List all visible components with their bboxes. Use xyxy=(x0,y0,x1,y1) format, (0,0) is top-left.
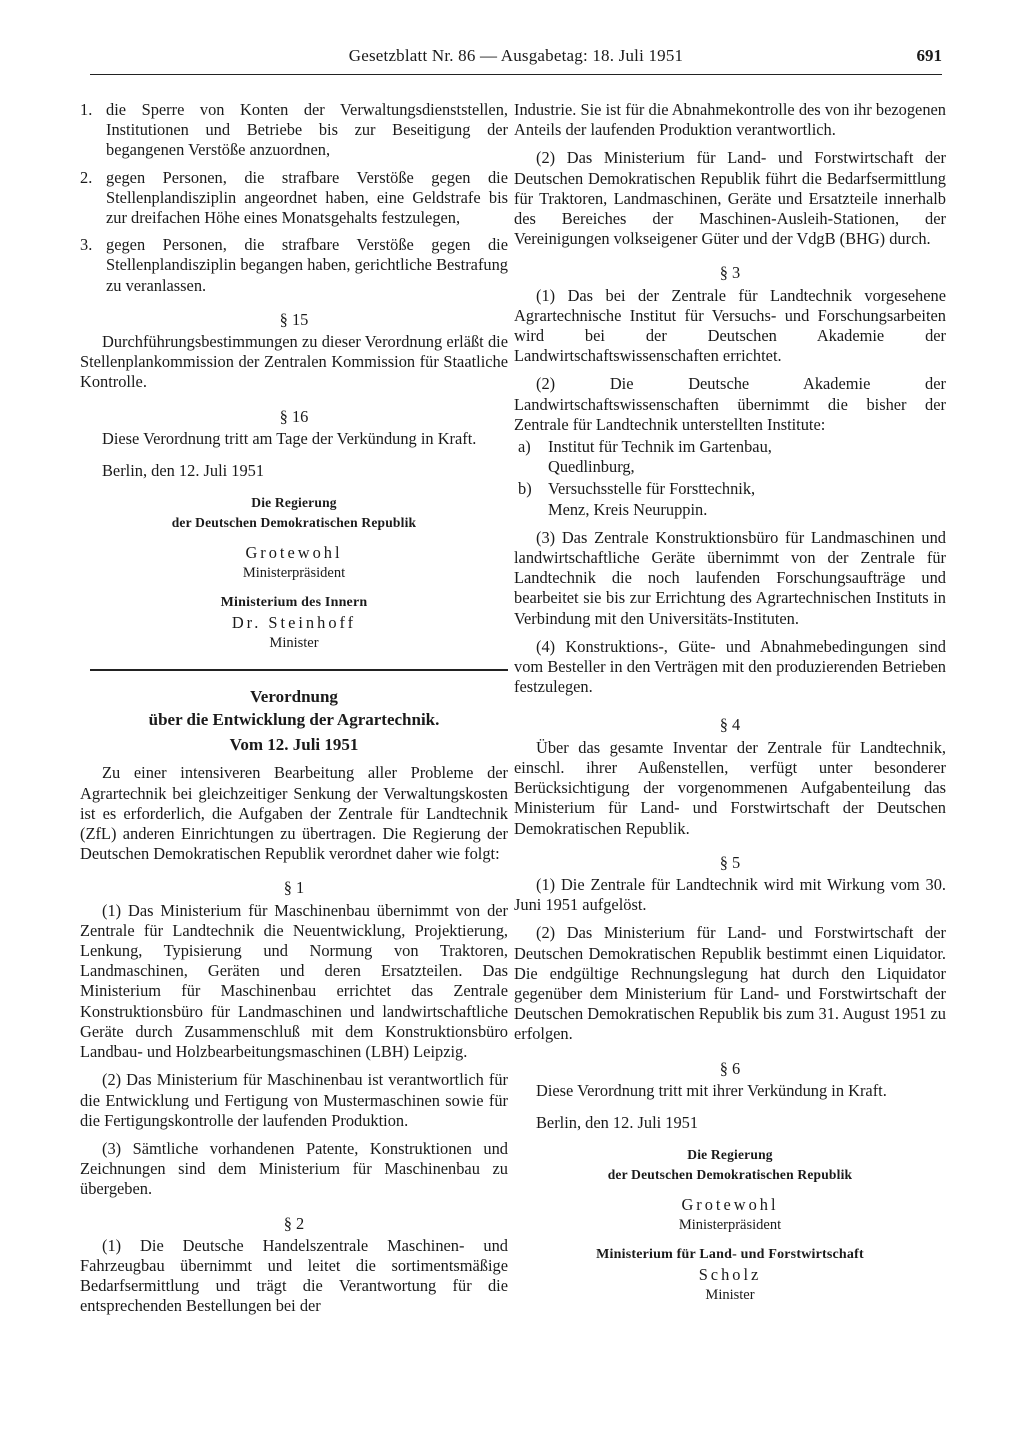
ministry-name: Ministerium des Innern xyxy=(220,595,368,611)
section-heading-2: § 2 xyxy=(283,1213,305,1233)
section-heading-1: § 1 xyxy=(283,878,305,898)
sub-text: Menz, Kreis Neuruppin. xyxy=(548,499,708,519)
ordinance-subtitle: über die Entwicklung der Agrartechnik. xyxy=(148,710,440,730)
sub-label: b) xyxy=(518,479,532,499)
signature-block xyxy=(80,493,508,653)
section-heading-4: § 4 xyxy=(719,715,741,735)
right-column xyxy=(514,100,946,1305)
list-text: die Sperre von Konten der Verwaltungsdienststellen, Institutionen und Betriebe bis zur Beseitigung der begangenen Verstöße anzuordnen, xyxy=(106,100,508,160)
paragraph: (3) Sämtliche vorhandenen Patente, Konstruktionen und Zeichnungen sind dem Ministerium für Maschinenbau zu übergeben. xyxy=(80,1138,508,1199)
list-item xyxy=(80,235,508,296)
signatory-name: Grotewohl xyxy=(245,543,343,563)
left-column xyxy=(80,100,508,1317)
list-item xyxy=(80,100,508,161)
signatory-role: Minister xyxy=(269,635,319,652)
signatory-role: Ministerpräsident xyxy=(678,1217,782,1234)
signatory-name: Scholz xyxy=(698,1265,762,1285)
paragraph: (2) Das Ministerium für Land- und Forstwirtschaft der Deutschen Demokratischen Republik bestimmt einen Liquidator. Die endgültige Rechnungslegung hat durch den Liquidator gegenüber dem Ministerium für Land- und Forstwirtschaft der Deutschen Demokratischen Republik bis zum 31. August 1951 zu erfolgen. xyxy=(514,923,947,1044)
signatory-role: Ministerpräsident xyxy=(242,565,346,582)
paragraph: (1) Die Zentrale für Landtechnik wird mit Wirkung vom 30. Juni 1951 aufgelöst. xyxy=(514,874,946,915)
signatory-name: Grotewohl xyxy=(681,1195,779,1215)
place-date: Berlin, den 12. Juli 1951 xyxy=(102,461,265,481)
list-number: 3. xyxy=(80,235,93,255)
ordinance-title: Verordnung xyxy=(250,687,338,707)
section-heading-3: § 3 xyxy=(719,263,741,283)
section-6-text: Diese Verordnung tritt mit ihrer Verkündung in Kraft. xyxy=(536,1080,887,1100)
sub-text: Institut für Technik im Gartenbau, xyxy=(548,437,772,457)
government-line: Die Regierung xyxy=(687,1147,773,1163)
section-16-text: Diese Verordnung tritt am Tage der Verkündung in Kraft. xyxy=(102,428,477,448)
gazette-title: Gesetzblatt Nr. 86 — Ausgabetag: 18. Juli 1951 xyxy=(348,46,684,65)
paragraph-continued: Industrie. Sie ist für die Abnahmekontrolle des von ihr bezogenen Anteils der laufenden Produktion verantwortlich. xyxy=(514,100,946,140)
signatory-name: Dr. Steinhoff xyxy=(231,613,357,633)
section-heading-5: § 5 xyxy=(719,852,741,872)
paragraph: (3) Das Zentrale Konstruktionsbüro für Landmaschinen und landwirtschaftliche Geräte übernimmt von der Zentrale für Landtechnik die noch laufenden Forschungsaufträge und bearbeitet sie bis zur Errichtung des Agrartechnischen Instituts in Verbindung mit den Universitäts-Instituten. xyxy=(514,527,946,628)
paragraph: (4) Konstruktions-, Güte- und Abnahmebedingungen sind vom Besteller in den Verträgen mit den produzierenden Betrieben festzulegen. xyxy=(514,636,946,697)
paragraph: (2) Das Ministerium für Land- und Forstwirtschaft der Deutschen Demokratischen Republik führt die Bedarfsermittlung für Traktoren, Landmaschinen, Geräte und Ersatzteile innerhalb des Bereiches der Maschinen-Ausleih-Stationen, der Vereinigungen volkseigener Güter und der VdgB (BHG) durch. xyxy=(514,148,946,249)
paragraph: (2) Das Ministerium für Maschinenbau ist verantwortlich für die Entwicklung und Fertigung von Mustermaschinen sowie für die Fertigungskontrolle der laufenden Produktion. xyxy=(80,1070,508,1130)
paragraph: (2) Die Deutsche Akademie der Landwirtschaftswissenschaften übernimmt die bisher der Zentrale für Landtechnik unterstellten Institute: xyxy=(514,374,946,434)
section-heading-15: § 15 xyxy=(279,309,309,329)
paragraph: (1) Das Ministerium für Maschinenbau übernimmt von der Zentrale für Landtechnik die Neuentwicklung, Projektierung, Lenkung, Typisierung und Normung von Traktoren, Landmaschinen, Geräten und deren Ersatzteilen. Das Ministerium für Maschinenbau errichtet das Zentrale Konstruktionsbüro für Landmaschinen und landwirtschaftliche Geräte durch Zusammenschluß mit dem Konstruktionsbüro Landbau- und Holzbearbeitungsmaschinen (LBH) Leipzig. xyxy=(80,900,508,1062)
sub-item xyxy=(514,437,946,477)
section-15-text: Durchführungsbestimmungen zu dieser Verordnung erläßt die Stellenplankommission der Zentralen Kommission für Staatliche Kontrolle. xyxy=(80,332,508,392)
government-line: Die Regierung xyxy=(251,495,337,511)
paragraph: (1) Die Deutsche Handelszentrale Maschinen- und Fahrzeugbau übernimmt und leitet die sortimentsmäßige Bedarfsermittlung und trägt die Verantwortung für die entsprechenden Bestellungen bei der xyxy=(80,1235,508,1316)
sub-label: a) xyxy=(518,437,531,457)
list-text: gegen Personen, die strafbare Verstöße gegen die Stellenplandisziplin angeordnet haben, eine Geldstrafe bis zur dreifachen Höhe eines Monatsgehalts festzulegen, xyxy=(106,167,508,228)
preamble: Zu einer intensiveren Bearbeitung aller Probleme der Agrartechnik bei gleichzeitiger Senkung der Verwaltungskosten ist es erforderlich, die Aufgaben der Zentrale für Landtechnik (ZfL) anderen Einrichtungen zu übertragen. Die Regierung der Deutschen Demokratischen Republik verordnet daher wie folgt: xyxy=(80,763,508,864)
list-number: 2. xyxy=(80,167,93,187)
divider xyxy=(90,669,508,671)
list-text: gegen Personen, die strafbare Verstöße gegen die Stellenplandisziplin begangen haben, gerichtliche Bestrafung zu veranlassen. xyxy=(106,235,508,295)
sub-text: Versuchsstelle für Forsttechnik, xyxy=(548,479,756,499)
sub-text: Quedlinburg, xyxy=(548,457,635,477)
signature-block xyxy=(514,1145,946,1305)
list-item xyxy=(80,168,508,229)
page-number: 691 xyxy=(916,46,942,65)
section-heading-6: § 6 xyxy=(719,1058,741,1078)
sub-item xyxy=(514,479,946,519)
section-4-text: Über das gesamte Inventar der Zentrale für Landtechnik, einschl. ihrer Außenstellen, verfügt unter besonderer Berücksichtigung der vorgenommenen Aufgabenteilung das Ministerium für Land- und Forstwirtschaft der Deutschen Demokratischen Republik. xyxy=(514,737,946,838)
place-date: Berlin, den 12. Juli 1951 xyxy=(536,1112,699,1132)
ministry-name: Ministerium für Land- und Forstwirtschaft xyxy=(596,1247,864,1263)
page-header xyxy=(90,46,942,75)
ordinance-date: Vom 12. Juli 1951 xyxy=(229,735,359,755)
section-heading-16: § 16 xyxy=(279,406,309,426)
government-line: der Deutschen Demokratischen Republik xyxy=(607,1167,853,1183)
government-line: der Deutschen Demokratischen Republik xyxy=(171,515,417,531)
paragraph: (1) Das bei der Zentrale für Landtechnik vorgesehene Agrartechnische Institut für Versuchs- und Forschungsarbeiten wird bei der Deutschen Akademie der Landwirtschaftswissenschaften errichtet. xyxy=(514,285,946,366)
list-number: 1. xyxy=(80,100,93,119)
signatory-role: Minister xyxy=(705,1287,755,1304)
